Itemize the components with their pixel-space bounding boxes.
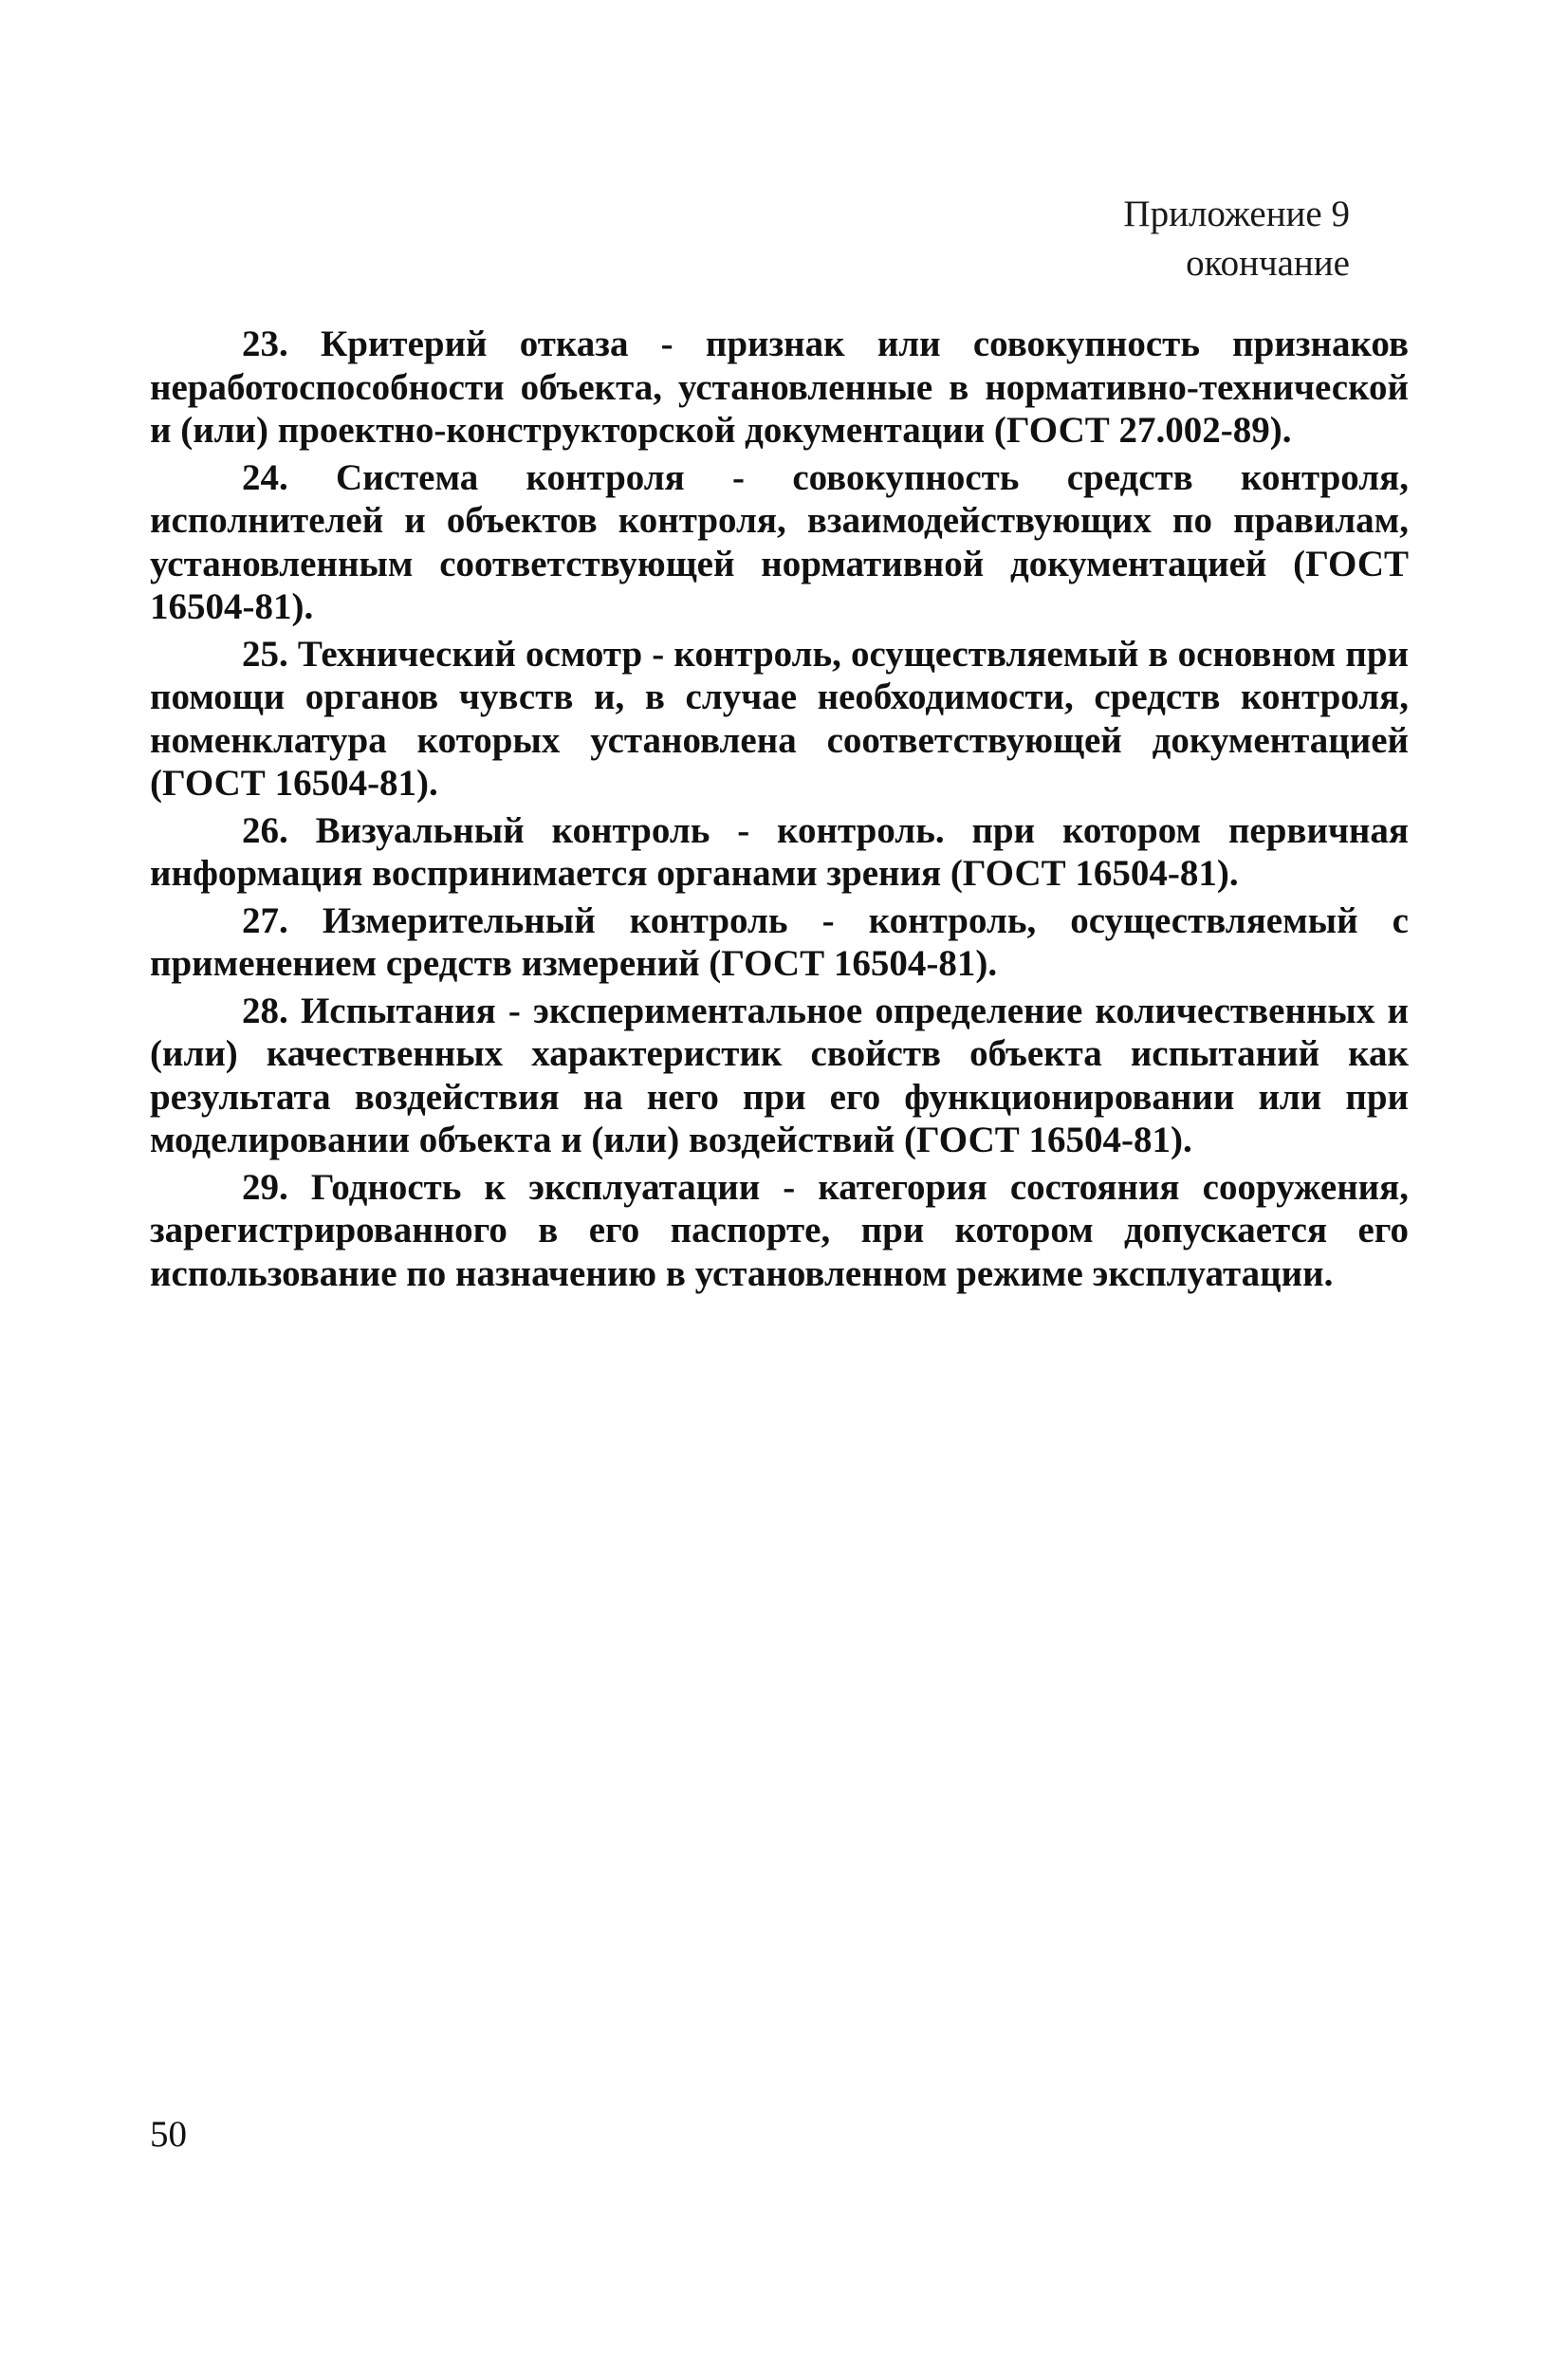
definition-item [150, 633, 1409, 806]
definition-item [150, 1166, 1409, 1296]
definitions-list [150, 323, 1409, 1299]
definition-number: 25. [242, 633, 288, 675]
definition-text: Испытания - экспериментальное определение количественных и (или) качественных характеристик свойств объекта испытаний как результата воздействия на него при его функционировании или при моделировании объекта и (или) воздействий (ГОСТ 16504-81). [150, 990, 1409, 1160]
definition-number: 24. [242, 456, 288, 498]
definition-text: Система контроля - совокупность средств контроля, исполнителей и объектов контроля, взаимодействующих по правилам, установленным соответствующей нормативной документацией (ГОСТ 16504-81). [150, 456, 1409, 627]
appendix-continuation: окончание [1186, 243, 1350, 284]
definition-item [150, 809, 1409, 896]
definition-number: 23. [242, 324, 288, 364]
definition-item [150, 899, 1409, 986]
appendix-header [1123, 190, 1350, 288]
definition-text: Технический осмотр - контроль, осуществляемый в основном при помощи органов чувств и, в случае необходимости, средств контроля, номенклатура которых установлена соответствующей документацией (ГОСТ 16504-81). [150, 633, 1409, 804]
page-number: 50 [150, 2114, 187, 2155]
appendix-title: Приложение 9 [1123, 194, 1350, 234]
definition-item [150, 323, 1409, 453]
definition-text: Критерий отказа - признак или совокупность признаков неработоспособности объекта, установленные в нормативно-технической и (или) проектно-конструкторской документации (ГОСТ 27.002-89). [150, 324, 1410, 451]
definition-text: Годность к эксплуатации - категория состояния сооружения, зарегистрированного в его паспорте, при котором допускается его использование по назначению в установленном режиме эксплуатации. [150, 1166, 1409, 1294]
definition-number: 26. [242, 809, 288, 851]
definition-text: Измерительный контроль - контроль, осуществляемый с применением средств измерений (ГОСТ 16504-81). [150, 899, 1409, 984]
definition-item [150, 990, 1409, 1162]
definition-number: 29. [242, 1166, 288, 1208]
definition-number: 28. [242, 990, 288, 1031]
definition-item [150, 456, 1409, 629]
definition-number: 27. [242, 899, 288, 941]
definition-text: Визуальный контроль - контроль. при котором первичная информация воспринимается органами зрения (ГОСТ 16504-81). [150, 809, 1410, 894]
